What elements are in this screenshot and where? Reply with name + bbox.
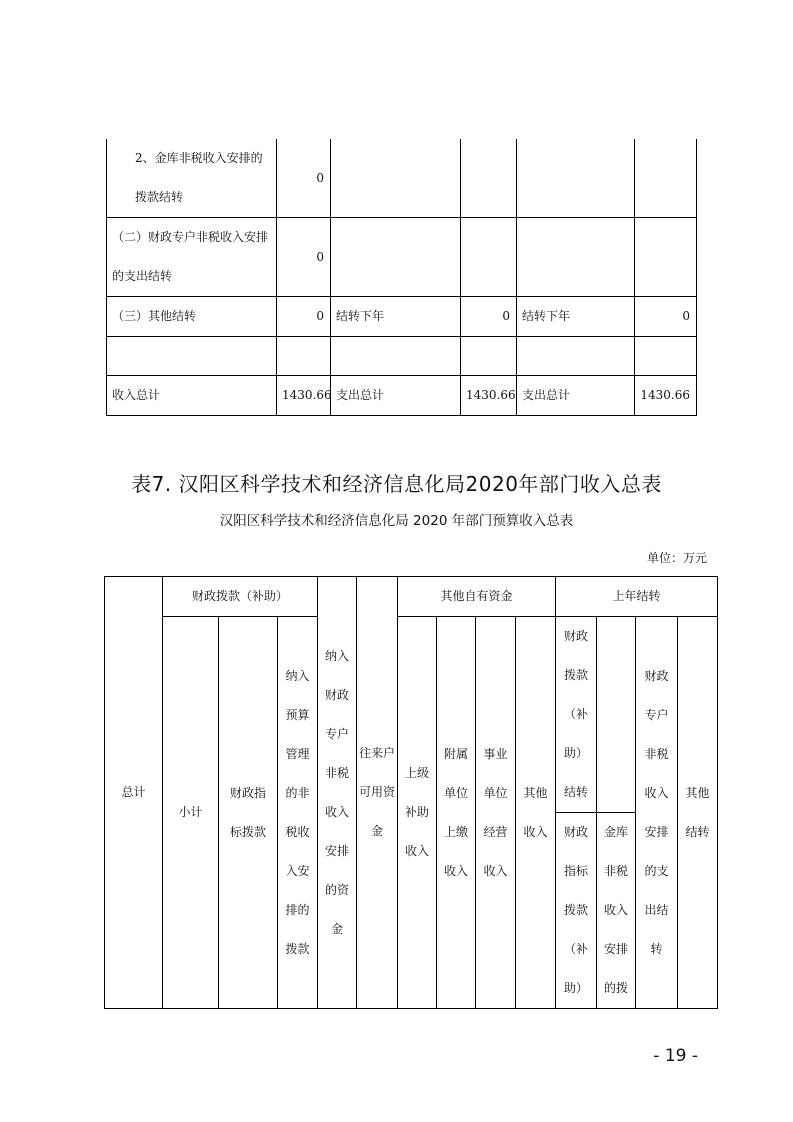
- unit-label: 单位：万元: [646, 551, 707, 565]
- header-fiscal-subtotal: 小计: [163, 617, 219, 1009]
- row-value: 0: [277, 297, 331, 337]
- row-value: [277, 337, 331, 376]
- header-business: 事业单位经营收入: [476, 617, 516, 1009]
- budget-balance-table-continued: [106, 139, 697, 416]
- header-other-group: 其他自有资金: [398, 577, 556, 617]
- row-cell: [635, 337, 697, 376]
- table-row: [107, 218, 697, 297]
- table-title: 汉阳区科学技术和经济信息化局 2020 年部门预算收入总表: [219, 513, 574, 529]
- header-special-account: 纳入财政专户非税收入安排的资金: [318, 577, 357, 1009]
- header-prev-special: 财政专户非税收入安排的支出结转: [636, 617, 678, 1009]
- row-cell: [635, 139, 697, 218]
- row-value: 1430.66: [277, 376, 331, 416]
- row-cell: [331, 337, 461, 376]
- table-row: [107, 139, 697, 218]
- row-cell: [635, 218, 697, 297]
- header-fiscal-nontax: 纳入预算管理的非税收入安排的拨款: [278, 617, 318, 1009]
- table-row: [107, 337, 697, 376]
- row-cell: 1430.66: [635, 376, 697, 416]
- row-label: （三）其他结转: [107, 297, 277, 337]
- row-value: 0: [277, 218, 331, 297]
- row-cell: [517, 218, 635, 297]
- row-cell: [517, 337, 635, 376]
- header-prev-other: 其他结转: [678, 617, 718, 1009]
- header-other-income: 其他收入: [516, 617, 556, 1009]
- header-fiscal-indicator: 财政指标拨款: [219, 617, 278, 1009]
- income-summary-table: [104, 576, 718, 1009]
- header-total: 总计: [105, 577, 163, 1009]
- row-cell: 结转下年: [517, 297, 635, 337]
- header-row: [105, 617, 718, 813]
- header-prev-indicator: 财政指标拨款（补助）: [556, 813, 597, 1009]
- row-cell: [461, 337, 517, 376]
- header-upper-subsidy: 上级补助收入: [398, 617, 437, 1009]
- row-cell: [461, 139, 517, 218]
- row-cell: 0: [635, 297, 697, 337]
- header-row: [105, 577, 718, 617]
- page-number: - 19 -: [653, 1046, 698, 1066]
- header-prev-blank: [597, 617, 636, 813]
- header-affiliated: 附属单位上缴收入: [437, 617, 476, 1009]
- row-cell: 支出总计: [331, 376, 461, 416]
- header-prev-group: 上年结转: [556, 577, 718, 617]
- section-title: 表7. 汉阳区科学技术和经济信息化局2020年部门收入总表: [131, 472, 662, 496]
- header-current-account: 往来户可用资金: [357, 577, 398, 1009]
- row-cell: [331, 139, 461, 218]
- row-value: 0: [277, 139, 331, 218]
- header-prev-fiscal: 财政拨款（补助）结转: [556, 617, 597, 813]
- row-label: （二）财政专户非税收入安排的支出结转: [107, 218, 277, 297]
- row-label: 收入总计: [107, 376, 277, 416]
- table-row: [107, 376, 697, 416]
- row-cell: 1430.66: [461, 376, 517, 416]
- table-row: [107, 297, 697, 337]
- row-cell: 0: [461, 297, 517, 337]
- row-cell: [517, 139, 635, 218]
- row-label: 2、金库非税收入安排的拨款结转: [107, 139, 277, 218]
- header-fiscal-group: 财政拨款（补助）: [163, 577, 318, 617]
- row-cell: 结转下年: [331, 297, 461, 337]
- row-label: [107, 337, 277, 376]
- row-cell: 支出总计: [517, 376, 635, 416]
- row-cell: [461, 218, 517, 297]
- row-cell: [331, 218, 461, 297]
- header-prev-treasury: 金库非税收入安排的拨: [597, 813, 636, 1009]
